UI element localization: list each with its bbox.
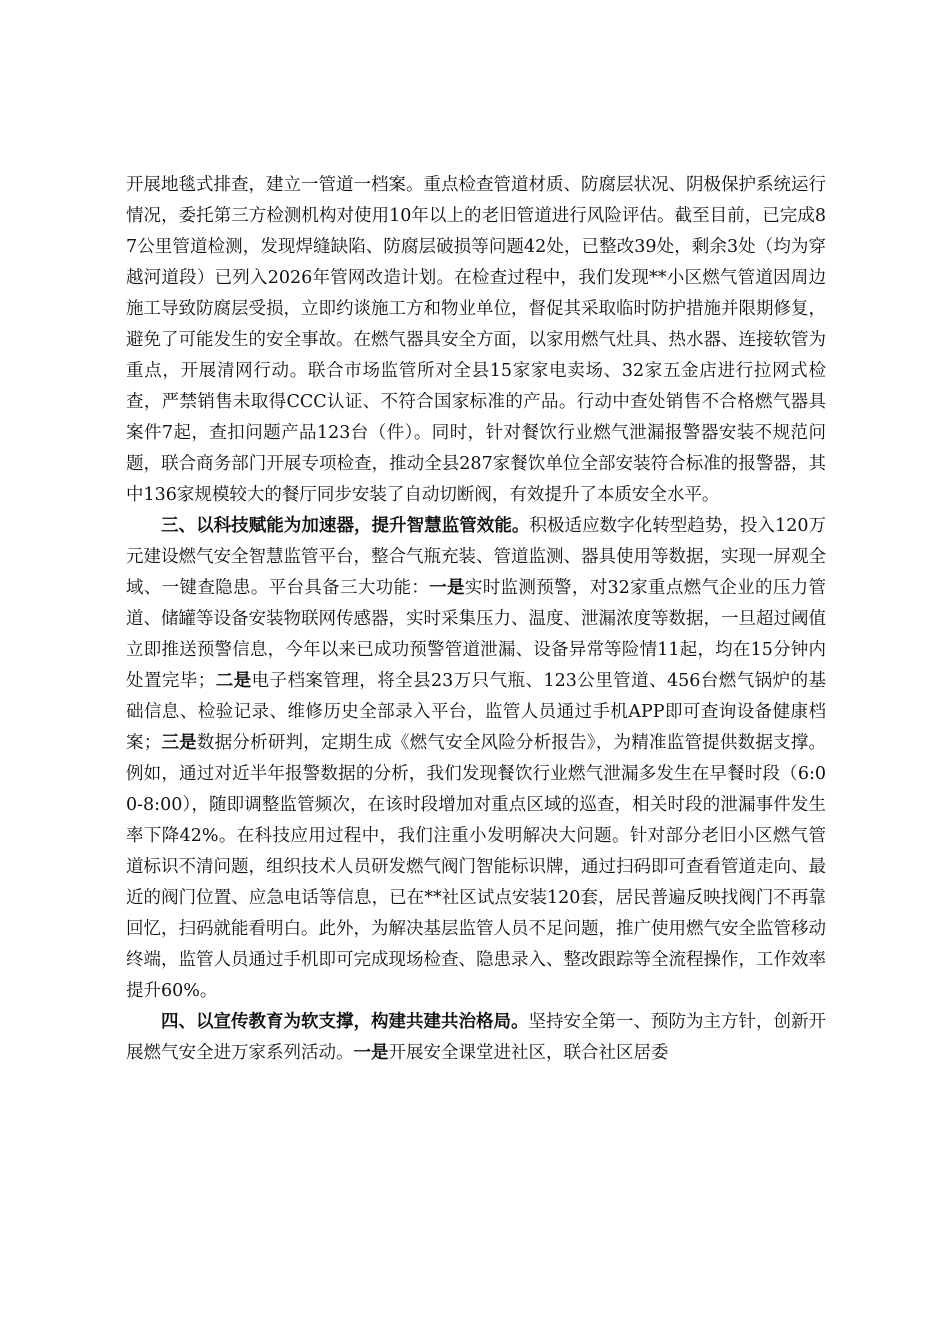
enumeration-mark-1: 一是: [429, 578, 465, 598]
paragraph-publicity-education: [126, 1007, 826, 1069]
paragraph-text: 坚持安全第一、预防为主方针，创新开展燃气安全进万家系列活动。: [126, 1012, 826, 1063]
paragraph-text: 电子档案管理，将全县23万只气瓶、123公里管道、456台燃气锅炉的基础信息、检验记录、维修历史全部录入平台，监管人员通过手机APP即可查询设备健康档案；: [126, 671, 827, 753]
section-heading-3: 三、以科技赋能为加速器，提升智慧监管效能。: [161, 516, 530, 536]
paragraph-text: 开展安全课堂进社区，联合社区居委: [388, 1043, 669, 1063]
enumeration-mark-3: 三是: [161, 733, 197, 753]
enumeration-mark-1: 一是: [353, 1043, 389, 1063]
paragraph-pipeline-inspection: 开展地毯式排查，建立一管道一档案。重点检查管道材质、防腐层状况、阴极保护系统运行情况，委托第三方检测机构对使用10年以上的老旧管道进行风险评估。截至目前，已完成87公里管道检测，发现焊缝缺陷、防腐层破损等问题42处，已整改39处，剩余3处（均为穿越河道段）已列入2026年管网改造计划。在检查过程中，我们发现**小区燃气管道因周边施工导致防腐层受损，立即约谈施工方和物业单位，督促其采取临时防护措施并限期修复，避免了可能发生的安全事故。在燃气器具安全方面，以家用燃气灶具、热水器、连接软管为重点，开展清网行动。联合市场监管所对全县15家家电卖场、32家五金店进行拉网式检查，严禁销售未取得CCC认证、不符合国家标准的产品。行动中查处销售不合格燃气器具案件7起，查扣问题产品123台（件）。同时，针对餐饮行业燃气泄漏报警器安装不规范问题，联合商务部门开展专项检查，推动全县287家餐饮单位全部安装符合标准的报警器，其中136家规模较大的餐厅同步安装了自动切断阀，有效提升了本质安全水平。: [126, 175, 826, 505]
paragraph-text: 实时监测预警，对32家重点燃气企业的压力管道、储罐等设备安装物联网传感器，实时采集压力、温度、泄漏浓度等数据，一旦超过阈值立即推送预警信息，今年以来已成功预警管道泄漏、设备异常等险情11起，均在15分钟内处置完毕；: [126, 578, 827, 691]
paragraph-text: 积极适应数字化转型趋势，投入120万元建设燃气安全智慧监管平台，整合气瓶充装、管道监测、器具使用等数据，实现一屏观全域、一键查隐患。平台具备三大功能：: [126, 516, 827, 598]
paragraph-smart-supervision: [126, 511, 826, 1007]
section-heading-4: 四、以宣传教育为软支撑，构建共建共治格局。: [161, 1012, 529, 1032]
paragraph-text: 数据分析研判，定期生成《燃气安全风险分析报告》，为精准监管提供数据支撑。例如，通过对近半年报警数据的分析，我们发现餐饮行业燃气泄漏多发生在早餐时段（6:00-8:00），随即调整监管频次，在该时段增加对重点区域的巡查，相关时段的泄漏事件发生率下降42%。在科技应用过程中，我们注重小发明解决大问题。针对部分老旧小区燃气管道标识不清问题，组织技术人员研发燃气阀门智能标识牌，通过扫码即可查看管道走向、最近的阀门位置、应急电话等信息，已在**社区试点安装120套，居民普遍反映找阀门不再靠回忆，扫码就能看明白。此外，为解决基层监管人员不足问题，推广使用燃气安全监管移动终端，监管人员通过手机即可完成现场检查、隐患录入、整改跟踪等全流程操作，工作效率提升60%。: [126, 733, 827, 1001]
enumeration-mark-2: 二是: [215, 671, 252, 691]
